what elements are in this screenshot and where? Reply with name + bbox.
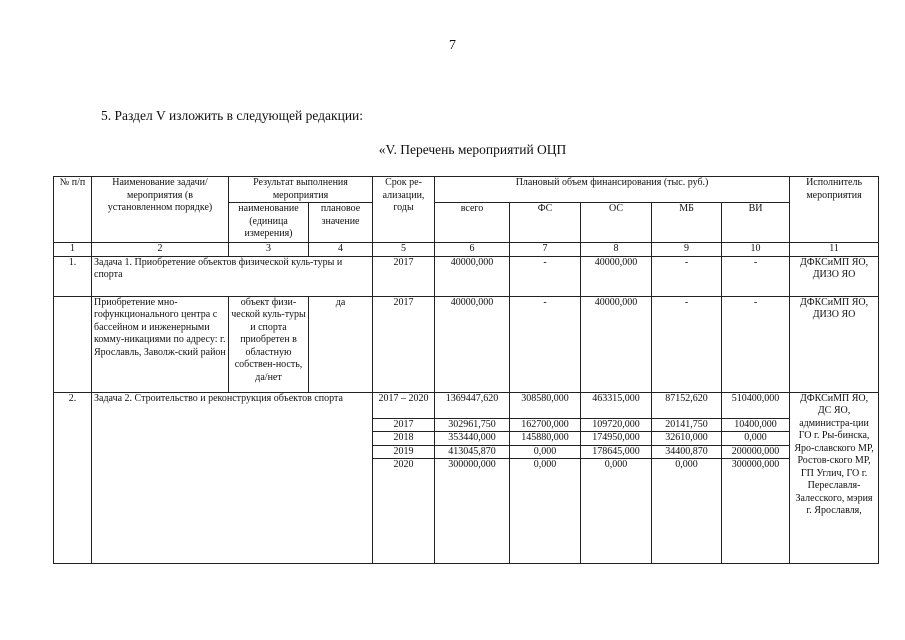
fs: - bbox=[510, 256, 581, 296]
col-number: 6 bbox=[435, 243, 510, 257]
col-number: 2 bbox=[92, 243, 229, 257]
term: 2019 bbox=[373, 445, 435, 459]
term: 2018 bbox=[373, 432, 435, 446]
header-result: Результат выполнения мероприятия bbox=[229, 177, 373, 203]
term: 2017 – 2020 bbox=[373, 392, 435, 418]
result-plan: да bbox=[309, 296, 373, 392]
mb: 20141,750 bbox=[652, 418, 722, 432]
mb: - bbox=[652, 296, 722, 392]
table-row-task-2 bbox=[54, 392, 879, 418]
vi: 10400,000 bbox=[722, 418, 790, 432]
os: 40000,000 bbox=[581, 256, 652, 296]
page-number: 7 bbox=[449, 38, 456, 53]
vi: 510400,000 bbox=[722, 392, 790, 418]
col-number: 8 bbox=[581, 243, 652, 257]
col-number: 3 bbox=[229, 243, 309, 257]
term: 2017 bbox=[373, 256, 435, 296]
header-total: всего bbox=[435, 203, 510, 243]
fs: 0,000 bbox=[510, 445, 581, 459]
header-term: Срок ре-ализации, годы bbox=[373, 177, 435, 243]
vi: - bbox=[722, 296, 790, 392]
mb: 32610,000 bbox=[652, 432, 722, 446]
intro-paragraph: 5. Раздел V изложить в следующей редакции: bbox=[101, 108, 364, 123]
total: 1369447,620 bbox=[435, 392, 510, 418]
executor: ДФКСиМП ЯО, ДИЗО ЯО bbox=[790, 296, 879, 392]
total: 413045,870 bbox=[435, 445, 510, 459]
term: 2017 bbox=[373, 418, 435, 432]
section-title: «V. Перечень мероприятий ОЦП bbox=[378, 142, 567, 157]
total: 302961,750 bbox=[435, 418, 510, 432]
header-task-name: Наименование задачи/ мероприятия (в установленном порядке) bbox=[92, 177, 229, 243]
column-numbers-row bbox=[54, 243, 879, 257]
os: 178645,000 bbox=[581, 445, 652, 459]
total: 300000,000 bbox=[435, 459, 510, 564]
header-fs: ФС bbox=[510, 203, 581, 243]
col-number: 9 bbox=[652, 243, 722, 257]
os: 174950,000 bbox=[581, 432, 652, 446]
event-title: Приобретение мно-гофункционального центра с бассейном и инженерными комму-никациями по адресу: г. Ярославль, Заволж-ский район bbox=[92, 296, 229, 392]
vi: - bbox=[722, 256, 790, 296]
total: 40000,000 bbox=[435, 256, 510, 296]
mb: - bbox=[652, 256, 722, 296]
header-row-1 bbox=[54, 177, 879, 203]
header-executor: Исполнитель мероприятия bbox=[790, 177, 879, 243]
executor: ДФКСиМП ЯО, ДС ЯО, администра-ции ГО г. Ры-бинска, Яро-славского МР, Ростов-ского МР, ГП Углич, ГО г. Переславля-Залесского, мэрия г. Ярославля, bbox=[790, 392, 879, 564]
os: 40000,000 bbox=[581, 296, 652, 392]
term: 2020 bbox=[373, 459, 435, 564]
vi: 0,000 bbox=[722, 432, 790, 446]
total: 353440,000 bbox=[435, 432, 510, 446]
header-finance: Плановый объем финансирования (тыс. руб.) bbox=[435, 177, 790, 203]
executor: ДФКСиМП ЯО, ДИЗО ЯО bbox=[790, 256, 879, 296]
row-no: 1. bbox=[54, 256, 92, 296]
fs: - bbox=[510, 296, 581, 392]
vi: 300000,000 bbox=[722, 459, 790, 564]
table-row-task-1 bbox=[54, 256, 879, 296]
col-number: 10 bbox=[722, 243, 790, 257]
row-no: 2. bbox=[54, 392, 92, 564]
row-no bbox=[54, 296, 92, 392]
term: 2017 bbox=[373, 296, 435, 392]
result-name: объект физи-ческой куль-туры и спорта приобретен в областную собствен-ность, да/нет bbox=[229, 296, 309, 392]
vi: 200000,000 bbox=[722, 445, 790, 459]
events-table bbox=[53, 176, 879, 564]
header-result-name: наименование (единица измерения) bbox=[229, 203, 309, 243]
mb: 87152,620 bbox=[652, 392, 722, 418]
fs: 308580,000 bbox=[510, 392, 581, 418]
os: 109720,000 bbox=[581, 418, 652, 432]
header-os: ОС bbox=[581, 203, 652, 243]
mb: 34400,870 bbox=[652, 445, 722, 459]
col-number: 4 bbox=[309, 243, 373, 257]
header-mb: МБ bbox=[652, 203, 722, 243]
os: 0,000 bbox=[581, 459, 652, 564]
mb: 0,000 bbox=[652, 459, 722, 564]
header-no: № п/п bbox=[54, 177, 92, 243]
task-title: Задача 1. Приобретение объектов физической куль-туры и спорта bbox=[92, 256, 373, 296]
table-row-event-1 bbox=[54, 296, 879, 392]
total: 40000,000 bbox=[435, 296, 510, 392]
col-number: 5 bbox=[373, 243, 435, 257]
col-number: 11 bbox=[790, 243, 879, 257]
fs: 162700,000 bbox=[510, 418, 581, 432]
col-number: 7 bbox=[510, 243, 581, 257]
fs: 145880,000 bbox=[510, 432, 581, 446]
header-vi: ВИ bbox=[722, 203, 790, 243]
os: 463315,000 bbox=[581, 392, 652, 418]
col-number: 1 bbox=[54, 243, 92, 257]
fs: 0,000 bbox=[510, 459, 581, 564]
task-title: Задача 2. Строительство и реконструкция объектов спорта bbox=[92, 392, 373, 564]
header-result-plan: плановое значение bbox=[309, 203, 373, 243]
